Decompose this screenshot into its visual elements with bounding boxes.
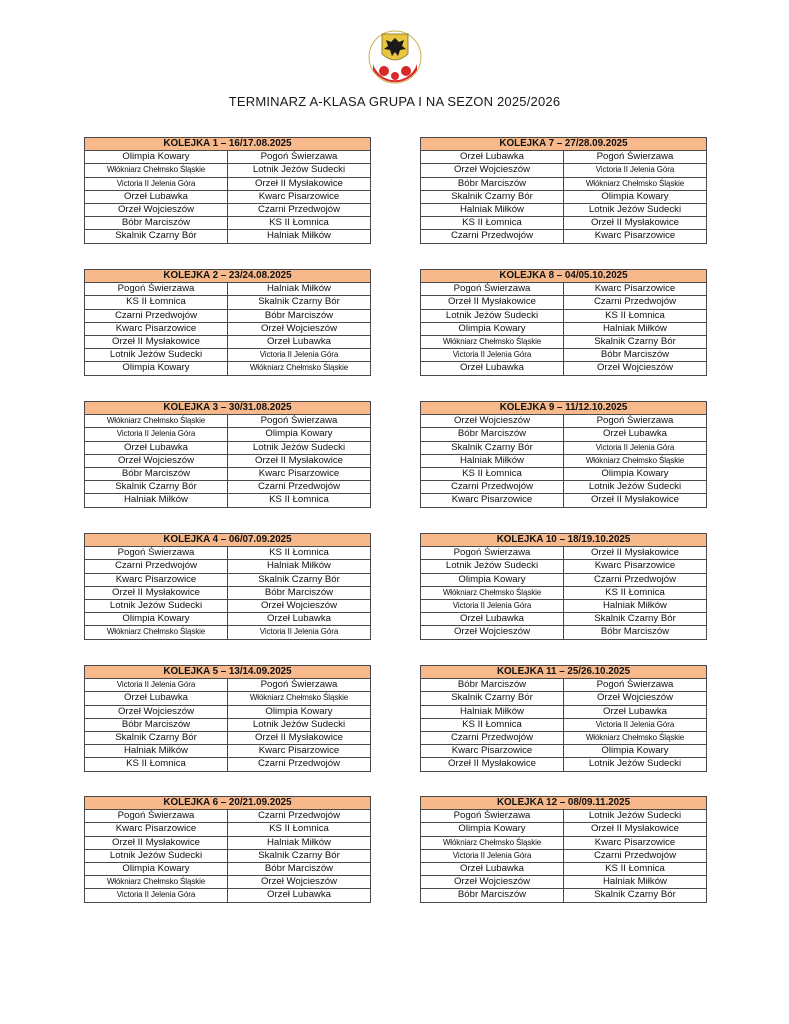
match-row — [421, 573, 707, 586]
away-team: Orzeł Wojcieszów — [228, 322, 371, 335]
match-row — [85, 718, 371, 731]
home-team: Olimpia Kowary — [85, 151, 228, 164]
home-team: Victoria II Jelenia Góra — [85, 177, 228, 190]
away-team: Orzeł II Mysłakowice — [564, 823, 707, 836]
home-team: Olimpia Kowary — [421, 322, 564, 335]
away-team: KS II Łomnica — [564, 309, 707, 322]
away-team: Lotnik Jeżów Sudecki — [564, 758, 707, 771]
match-row — [85, 810, 371, 823]
match-row — [421, 613, 707, 626]
match-row — [421, 745, 707, 758]
round-table — [84, 796, 371, 903]
away-team: Pogoń Świerzawa — [228, 679, 371, 692]
match-row — [421, 467, 707, 480]
home-team: Orzeł Wojcieszów — [85, 203, 228, 216]
match-row — [85, 560, 371, 573]
match-row — [421, 626, 707, 639]
match-row — [85, 823, 371, 836]
away-team: Włókniarz Chełmsko Śląskie — [228, 362, 371, 375]
away-team: Halniak Miłków — [564, 322, 707, 335]
away-team: Olimpia Kowary — [564, 745, 707, 758]
match-row — [421, 823, 707, 836]
round-table — [84, 401, 371, 508]
away-team: Pogoń Świerzawa — [228, 151, 371, 164]
home-team: Orzeł Lubawka — [85, 692, 228, 705]
match-row — [421, 164, 707, 177]
away-team: Olimpia Kowary — [564, 467, 707, 480]
round-table — [84, 665, 371, 772]
home-team: Lotnik Jeżów Sudecki — [421, 560, 564, 573]
away-team: Lotnik Jeżów Sudecki — [564, 810, 707, 823]
match-row — [85, 217, 371, 230]
match-row — [421, 889, 707, 902]
home-team: Kwarc Pisarzowice — [85, 823, 228, 836]
round-title: KOLEJKA 9 – 11/12.10.2025 — [421, 402, 707, 415]
away-team: Kwarc Pisarzowice — [564, 230, 707, 243]
match-row — [85, 876, 371, 889]
away-team: Kwarc Pisarzowice — [228, 745, 371, 758]
home-team: Czarni Przedwojów — [421, 731, 564, 744]
match-row — [421, 217, 707, 230]
match-row — [421, 494, 707, 507]
match-row — [85, 481, 371, 494]
away-team: Orzeł II Mysłakowice — [228, 177, 371, 190]
home-team: Lotnik Jeżów Sudecki — [421, 309, 564, 322]
home-team: Kwarc Pisarzowice — [421, 494, 564, 507]
match-row — [85, 758, 371, 771]
document-title: TERMINARZ A-KLASA GRUPA I NA SEZON 2025/2026 — [228, 94, 561, 109]
home-team: Pogoń Świerzawa — [421, 283, 564, 296]
away-team: Czarni Przedwojów — [228, 481, 371, 494]
match-row — [421, 705, 707, 718]
match-row — [421, 560, 707, 573]
match-row — [421, 849, 707, 862]
match-row — [85, 692, 371, 705]
home-team: Halniak Miłków — [85, 745, 228, 758]
match-row — [85, 190, 371, 203]
away-team: Victoria II Jelenia Góra — [228, 349, 371, 362]
match-row — [85, 613, 371, 626]
home-team: Halniak Miłków — [421, 705, 564, 718]
away-team: Kwarc Pisarzowice — [564, 560, 707, 573]
away-team: Kwarc Pisarzowice — [228, 467, 371, 480]
round-title: KOLEJKA 8 – 04/05.10.2025 — [421, 270, 707, 283]
home-team: Włókniarz Chełmsko Śląskie — [85, 876, 228, 889]
match-row — [421, 296, 707, 309]
away-team: Kwarc Pisarzowice — [228, 190, 371, 203]
away-team: Orzeł Lubawka — [564, 705, 707, 718]
match-row — [421, 731, 707, 744]
home-team: Czarni Przedwojów — [85, 309, 228, 322]
round-title: KOLEJKA 3 – 30/31.08.2025 — [85, 402, 371, 415]
match-row — [85, 203, 371, 216]
round-table — [84, 269, 371, 376]
home-team: Orzeł II Mysłakowice — [85, 836, 228, 849]
away-team: KS II Łomnica — [228, 217, 371, 230]
home-team: Włókniarz Chełmsko Śląskie — [421, 586, 564, 599]
round-table — [420, 533, 707, 640]
home-team: Orzeł II Mysłakowice — [421, 758, 564, 771]
away-team: Skalnik Czarny Bór — [564, 335, 707, 348]
match-row — [85, 862, 371, 875]
home-team: Kwarc Pisarzowice — [85, 573, 228, 586]
home-team: Victoria II Jelenia Góra — [421, 849, 564, 862]
match-row — [85, 836, 371, 849]
match-row — [421, 679, 707, 692]
round-title: KOLEJKA 2 – 23/24.08.2025 — [85, 270, 371, 283]
match-row — [421, 441, 707, 454]
home-team: KS II Łomnica — [421, 718, 564, 731]
match-row — [421, 230, 707, 243]
away-team: Pogoń Świerzawa — [564, 151, 707, 164]
match-row — [421, 309, 707, 322]
home-team: Victoria II Jelenia Góra — [85, 889, 228, 902]
home-team: Victoria II Jelenia Góra — [85, 679, 228, 692]
home-team: KS II Łomnica — [85, 758, 228, 771]
home-team: Pogoń Świerzawa — [421, 810, 564, 823]
home-team: Włókniarz Chełmsko Śląskie — [85, 415, 228, 428]
home-team: Orzeł Lubawka — [85, 190, 228, 203]
match-row — [85, 454, 371, 467]
match-row — [421, 547, 707, 560]
away-team: Bóbr Marciszów — [228, 586, 371, 599]
home-team: Bóbr Marciszów — [85, 467, 228, 480]
away-team: Orzeł Wojcieszów — [228, 876, 371, 889]
home-team: Lotnik Jeżów Sudecki — [85, 599, 228, 612]
away-team: Bóbr Marciszów — [228, 309, 371, 322]
away-team: Lotnik Jeżów Sudecki — [228, 718, 371, 731]
match-row — [421, 283, 707, 296]
match-row — [85, 745, 371, 758]
home-team: Pogoń Świerzawa — [85, 547, 228, 560]
away-team: Victoria II Jelenia Góra — [564, 164, 707, 177]
home-team: Orzeł Wojcieszów — [85, 454, 228, 467]
home-team: Olimpia Kowary — [421, 573, 564, 586]
round-table — [84, 137, 371, 244]
home-team: Olimpia Kowary — [85, 362, 228, 375]
away-team: Skalnik Czarny Bór — [228, 849, 371, 862]
match-row — [421, 454, 707, 467]
away-team: Skalnik Czarny Bór — [564, 613, 707, 626]
match-row — [85, 322, 371, 335]
home-team: Czarni Przedwojów — [421, 481, 564, 494]
home-team: Skalnik Czarny Bór — [85, 230, 228, 243]
home-team: Włókniarz Chełmsko Śląskie — [85, 626, 228, 639]
match-row — [421, 428, 707, 441]
match-row — [421, 599, 707, 612]
match-row — [85, 151, 371, 164]
home-team: Orzeł Lubawka — [421, 362, 564, 375]
match-row — [85, 335, 371, 348]
away-team: Orzeł Lubawka — [228, 613, 371, 626]
home-team: Lotnik Jeżów Sudecki — [85, 849, 228, 862]
away-team: Olimpia Kowary — [564, 190, 707, 203]
match-row — [421, 177, 707, 190]
match-row — [421, 151, 707, 164]
match-row — [421, 810, 707, 823]
away-team: Halniak Miłków — [228, 560, 371, 573]
round-table — [420, 401, 707, 508]
match-row — [421, 876, 707, 889]
match-row — [85, 283, 371, 296]
home-team: Orzeł Wojcieszów — [421, 876, 564, 889]
round-table — [420, 269, 707, 376]
home-team: Kwarc Pisarzowice — [421, 745, 564, 758]
match-row — [85, 428, 371, 441]
away-team: Halniak Miłków — [228, 283, 371, 296]
away-team: Włókniarz Chełmsko Śląskie — [564, 454, 707, 467]
round-title: KOLEJKA 7 – 27/28.09.2025 — [421, 138, 707, 151]
home-team: Pogoń Świerzawa — [85, 810, 228, 823]
match-row — [85, 467, 371, 480]
home-team: Orzeł Wojcieszów — [421, 164, 564, 177]
round-title: KOLEJKA 12 – 08/09.11.2025 — [421, 797, 707, 810]
away-team: Orzeł Wojcieszów — [228, 599, 371, 612]
match-row — [421, 190, 707, 203]
away-team: Olimpia Kowary — [228, 705, 371, 718]
match-row — [421, 322, 707, 335]
away-team: Czarni Przedwojów — [564, 573, 707, 586]
match-row — [421, 335, 707, 348]
away-team: Orzeł Lubawka — [228, 335, 371, 348]
match-row — [85, 362, 371, 375]
league-logo — [364, 24, 426, 86]
home-team: Włókniarz Chełmsko Śląskie — [85, 164, 228, 177]
away-team: Orzeł Lubawka — [564, 428, 707, 441]
match-row — [421, 415, 707, 428]
home-team: Pogoń Świerzawa — [85, 283, 228, 296]
away-team: KS II Łomnica — [228, 823, 371, 836]
away-team: Orzeł Lubawka — [228, 889, 371, 902]
home-team: Orzeł Lubawka — [421, 613, 564, 626]
away-team: Olimpia Kowary — [228, 428, 371, 441]
away-team: Victoria II Jelenia Góra — [228, 626, 371, 639]
away-team: Victoria II Jelenia Góra — [564, 718, 707, 731]
match-row — [85, 586, 371, 599]
match-row — [85, 599, 371, 612]
match-row — [85, 230, 371, 243]
match-row — [421, 586, 707, 599]
away-team: Orzeł II Mysłakowice — [228, 454, 371, 467]
away-team: Pogoń Świerzawa — [228, 415, 371, 428]
home-team: Lotnik Jeżów Sudecki — [85, 349, 228, 362]
match-row — [421, 203, 707, 216]
away-team: Włókniarz Chełmsko Śląskie — [564, 177, 707, 190]
home-team: Orzeł Wojcieszów — [85, 705, 228, 718]
away-team: Włókniarz Chełmsko Śląskie — [228, 692, 371, 705]
home-team: Włókniarz Chełmsko Śląskie — [421, 335, 564, 348]
away-team: Czarni Przedwojów — [564, 296, 707, 309]
match-row — [85, 349, 371, 362]
away-team: Czarni Przedwojów — [228, 203, 371, 216]
round-table — [420, 137, 707, 244]
away-team: Skalnik Czarny Bór — [564, 889, 707, 902]
away-team: Czarni Przedwojów — [228, 758, 371, 771]
home-team: Halniak Miłków — [85, 494, 228, 507]
home-team: KS II Łomnica — [421, 467, 564, 480]
match-row — [421, 836, 707, 849]
away-team: Bóbr Marciszów — [228, 862, 371, 875]
home-team: Skalnik Czarny Bór — [85, 731, 228, 744]
home-team: Bóbr Marciszów — [421, 679, 564, 692]
away-team: Orzeł II Mysłakowice — [564, 217, 707, 230]
match-row — [85, 441, 371, 454]
home-team: Bóbr Marciszów — [85, 718, 228, 731]
match-row — [85, 889, 371, 902]
away-team: Bóbr Marciszów — [564, 349, 707, 362]
away-team: Lotnik Jeżów Sudecki — [228, 441, 371, 454]
home-team: Orzeł Lubawka — [421, 151, 564, 164]
round-title: KOLEJKA 11 – 25/26.10.2025 — [421, 666, 707, 679]
match-row — [85, 679, 371, 692]
home-team: Bóbr Marciszów — [421, 177, 564, 190]
away-team: Bóbr Marciszów — [564, 626, 707, 639]
away-team: Lotnik Jeżów Sudecki — [228, 164, 371, 177]
home-team: Orzeł Wojcieszów — [421, 415, 564, 428]
home-team: Skalnik Czarny Bór — [421, 190, 564, 203]
away-team: Halniak Miłków — [228, 836, 371, 849]
round-table — [84, 533, 371, 640]
home-team: Orzeł II Mysłakowice — [85, 586, 228, 599]
away-team: Halniak Miłków — [228, 230, 371, 243]
away-team: Halniak Miłków — [564, 599, 707, 612]
match-row — [85, 415, 371, 428]
home-team: Olimpia Kowary — [85, 613, 228, 626]
home-team: Orzeł Wojcieszów — [421, 626, 564, 639]
away-team: Victoria II Jelenia Góra — [564, 441, 707, 454]
away-team: Lotnik Jeżów Sudecki — [564, 481, 707, 494]
match-row — [421, 718, 707, 731]
away-team: Skalnik Czarny Bór — [228, 296, 371, 309]
away-team: Kwarc Pisarzowice — [564, 836, 707, 849]
home-team: Włókniarz Chełmsko Śląskie — [421, 836, 564, 849]
away-team: Pogoń Świerzawa — [564, 679, 707, 692]
away-team: Skalnik Czarny Bór — [228, 573, 371, 586]
away-team: KS II Łomnica — [564, 586, 707, 599]
away-team: Pogoń Świerzawa — [564, 415, 707, 428]
away-team: KS II Łomnica — [564, 862, 707, 875]
home-team: Halniak Miłków — [421, 454, 564, 467]
round-title: KOLEJKA 1 – 16/17.08.2025 — [85, 138, 371, 151]
home-team: Czarni Przedwojów — [85, 560, 228, 573]
home-team: Skalnik Czarny Bór — [421, 441, 564, 454]
match-row — [85, 573, 371, 586]
match-row — [85, 731, 371, 744]
away-team: Lotnik Jeżów Sudecki — [564, 203, 707, 216]
match-row — [85, 494, 371, 507]
home-team: KS II Łomnica — [421, 217, 564, 230]
match-row — [85, 296, 371, 309]
match-row — [421, 758, 707, 771]
home-team: Orzeł Lubawka — [421, 862, 564, 875]
home-team: Orzeł II Mysłakowice — [85, 335, 228, 348]
match-row — [85, 547, 371, 560]
match-row — [85, 849, 371, 862]
away-team: Orzeł II Mysłakowice — [564, 494, 707, 507]
home-team: Pogoń Świerzawa — [421, 547, 564, 560]
match-row — [85, 705, 371, 718]
away-team: Orzeł Wojcieszów — [564, 692, 707, 705]
home-team: Victoria II Jelenia Góra — [85, 428, 228, 441]
home-team: Skalnik Czarny Bór — [421, 692, 564, 705]
round-title: KOLEJKA 10 – 18/19.10.2025 — [421, 534, 707, 547]
match-row — [421, 862, 707, 875]
match-row — [85, 177, 371, 190]
home-team: Halniak Miłków — [421, 203, 564, 216]
home-team: KS II Łomnica — [85, 296, 228, 309]
home-team: Bóbr Marciszów — [85, 217, 228, 230]
match-row — [85, 164, 371, 177]
home-team: Olimpia Kowary — [421, 823, 564, 836]
home-team: Kwarc Pisarzowice — [85, 322, 228, 335]
match-row — [421, 481, 707, 494]
away-team: Orzeł II Mysłakowice — [564, 547, 707, 560]
away-team: Orzeł II Mysłakowice — [228, 731, 371, 744]
home-team: Skalnik Czarny Bór — [85, 481, 228, 494]
away-team: Czarni Przedwojów — [564, 849, 707, 862]
home-team: Olimpia Kowary — [85, 862, 228, 875]
away-team: KS II Łomnica — [228, 494, 371, 507]
match-row — [421, 349, 707, 362]
away-team: Halniak Miłków — [564, 876, 707, 889]
match-row — [421, 362, 707, 375]
match-row — [85, 309, 371, 322]
home-team: Orzeł II Mysłakowice — [421, 296, 564, 309]
home-team: Victoria II Jelenia Góra — [421, 349, 564, 362]
round-table — [420, 796, 707, 903]
home-team: Victoria II Jelenia Góra — [421, 599, 564, 612]
round-table — [420, 665, 707, 772]
match-row — [85, 626, 371, 639]
home-team: Bóbr Marciszów — [421, 889, 564, 902]
round-title: KOLEJKA 6 – 20/21.09.2025 — [85, 797, 371, 810]
round-title: KOLEJKA 5 – 13/14.09.2025 — [85, 666, 371, 679]
home-team: Orzeł Lubawka — [85, 441, 228, 454]
away-team: Włókniarz Chełmsko Śląskie — [564, 731, 707, 744]
round-title: KOLEJKA 4 – 06/07.09.2025 — [85, 534, 371, 547]
away-team: Kwarc Pisarzowice — [564, 283, 707, 296]
home-team: Czarni Przedwojów — [421, 230, 564, 243]
home-team: Bóbr Marciszów — [421, 428, 564, 441]
match-row — [421, 692, 707, 705]
away-team: Orzeł Wojcieszów — [564, 362, 707, 375]
away-team: KS II Łomnica — [228, 547, 371, 560]
away-team: Czarni Przedwojów — [228, 810, 371, 823]
